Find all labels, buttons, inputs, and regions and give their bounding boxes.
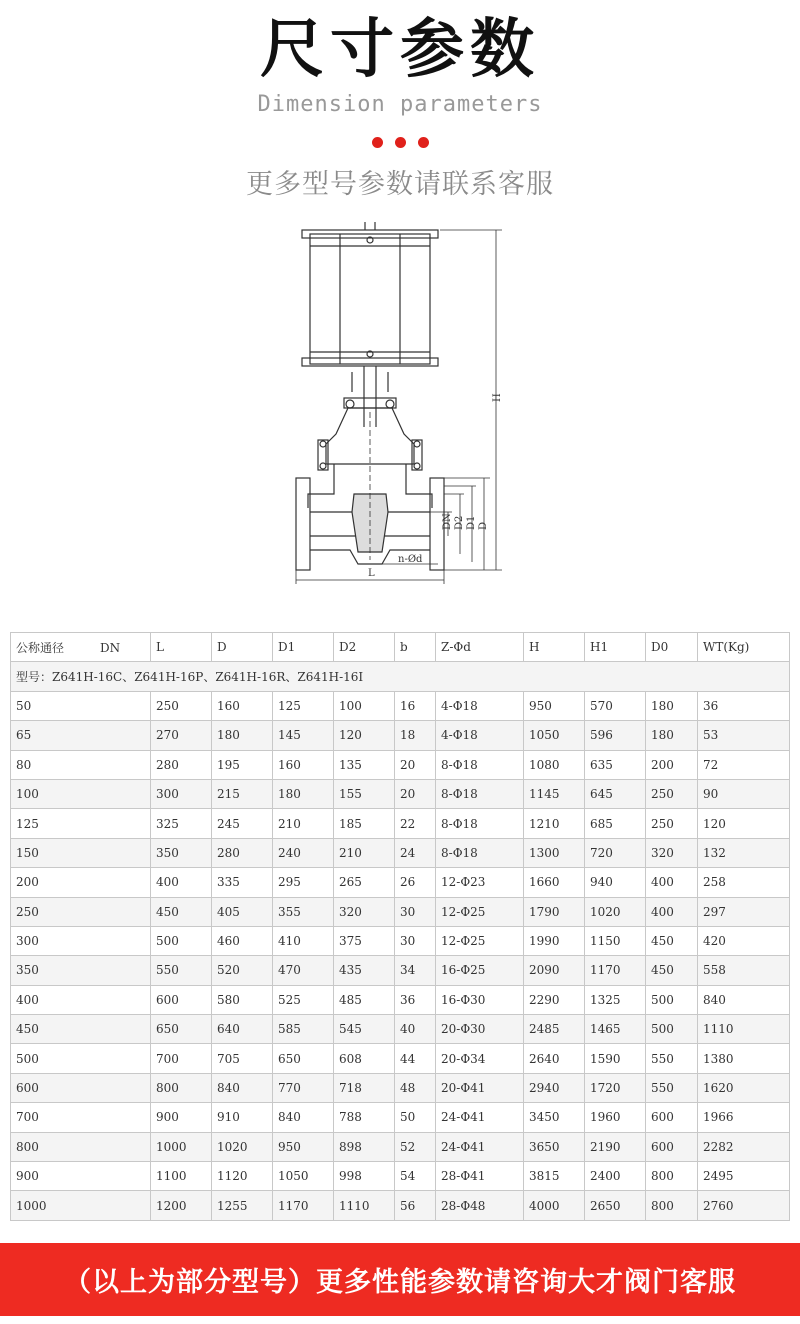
table-cell: 1590 [585, 1044, 646, 1073]
table-cell: 558 [698, 956, 790, 985]
table-cell: 600 [646, 1132, 698, 1161]
table-cell: 1150 [585, 926, 646, 955]
table-cell: 608 [334, 1044, 395, 1073]
table-cell: 30 [395, 897, 436, 926]
table-cell: 155 [334, 779, 395, 808]
table-cell: 3650 [524, 1132, 585, 1161]
table-row [11, 1015, 790, 1044]
table-cell: 898 [334, 1132, 395, 1161]
table-cell: 8-Φ18 [436, 838, 524, 867]
table-cell: 800 [11, 1132, 151, 1161]
table-cell: 28-Φ48 [436, 1191, 524, 1220]
table-cell: 16-Φ30 [436, 985, 524, 1014]
column-header: WT(Kg) [698, 633, 790, 662]
table-cell: 950 [273, 1132, 334, 1161]
table-cell: 210 [334, 838, 395, 867]
table-cell: 3450 [524, 1103, 585, 1132]
table-cell: 16 [395, 691, 436, 720]
table-cell: 685 [585, 809, 646, 838]
table-cell: 250 [11, 897, 151, 926]
table-row [11, 926, 790, 955]
table-cell: 12-Φ25 [436, 897, 524, 926]
table-cell: 240 [273, 838, 334, 867]
table-cell: 450 [11, 1015, 151, 1044]
table-cell: 132 [698, 838, 790, 867]
table-cell: 24-Φ41 [436, 1103, 524, 1132]
table-cell: 50 [11, 691, 151, 720]
table-cell: 50 [395, 1103, 436, 1132]
table-cell: 72 [698, 750, 790, 779]
table-cell: 645 [585, 779, 646, 808]
english-subtitle: Dimension parameters [257, 92, 543, 117]
table-cell: 2400 [585, 1162, 646, 1191]
table-cell: 1000 [11, 1191, 151, 1220]
table-cell: 596 [585, 721, 646, 750]
table-cell: 160 [212, 691, 273, 720]
table-cell: 80 [11, 750, 151, 779]
table-cell: 450 [151, 897, 212, 926]
table-cell: 800 [646, 1162, 698, 1191]
table-cell: 500 [646, 1015, 698, 1044]
table-row [11, 721, 790, 750]
dimension-table-container [10, 632, 789, 1221]
table-cell: 1960 [585, 1103, 646, 1132]
table-cell: 635 [585, 750, 646, 779]
table-cell: 280 [212, 838, 273, 867]
table-cell: 245 [212, 809, 273, 838]
table-cell: 300 [151, 779, 212, 808]
table-cell: 640 [212, 1015, 273, 1044]
table-cell: 570 [585, 691, 646, 720]
table-row [11, 956, 790, 985]
table-cell: 910 [212, 1103, 273, 1132]
dimension-label-d1: D1 [466, 515, 477, 530]
decorative-dots [0, 137, 800, 148]
table-cell: 200 [11, 868, 151, 897]
table-cell: 12-Φ25 [436, 926, 524, 955]
column-header: Z-Φd [436, 633, 524, 662]
table-cell: 800 [151, 1073, 212, 1102]
table-cell: 600 [646, 1103, 698, 1132]
table-cell: 215 [212, 779, 273, 808]
table-cell: 900 [151, 1103, 212, 1132]
table-cell: 900 [11, 1162, 151, 1191]
table-cell: 2290 [524, 985, 585, 1014]
table-cell: 1145 [524, 779, 585, 808]
table-cell: 125 [11, 809, 151, 838]
column-header: H [524, 633, 585, 662]
table-cell: 2640 [524, 1044, 585, 1073]
table-cell: 3815 [524, 1162, 585, 1191]
table-cell: 20 [395, 779, 436, 808]
table-cell: 120 [698, 809, 790, 838]
red-dot [395, 137, 406, 148]
table-cell: 40 [395, 1015, 436, 1044]
table-cell: 705 [212, 1044, 273, 1073]
table-row [11, 897, 790, 926]
table-cell: 18 [395, 721, 436, 750]
table-row [11, 779, 790, 808]
table-cell: 280 [151, 750, 212, 779]
table-cell: 700 [11, 1103, 151, 1132]
table-cell: 250 [646, 809, 698, 838]
table-cell: 485 [334, 985, 395, 1014]
column-header: D0 [646, 633, 698, 662]
table-cell: 1300 [524, 838, 585, 867]
table-row [11, 1044, 790, 1073]
table-cell: 1110 [698, 1015, 790, 1044]
table-cell: 26 [395, 868, 436, 897]
table-cell: 520 [212, 956, 273, 985]
table-cell: 4000 [524, 1191, 585, 1220]
table-cell: 2190 [585, 1132, 646, 1161]
table-cell: 600 [11, 1073, 151, 1102]
column-header: D1 [273, 633, 334, 662]
table-cell: 1050 [524, 721, 585, 750]
table-cell: 24 [395, 838, 436, 867]
table-cell: 2495 [698, 1162, 790, 1191]
table-cell: 36 [698, 691, 790, 720]
table-cell: 2090 [524, 956, 585, 985]
model-cell: 型号：Z641H-16C、Z641H-16P、Z641H-16R、Z641H-16I [11, 662, 790, 691]
table-cell: 1720 [585, 1073, 646, 1102]
table-cell: 435 [334, 956, 395, 985]
table-cell: 270 [151, 721, 212, 750]
table-cell: 525 [273, 985, 334, 1014]
table-cell: 1170 [585, 956, 646, 985]
column-header: H1 [585, 633, 646, 662]
table-cell: 450 [646, 956, 698, 985]
table-cell: 600 [151, 985, 212, 1014]
table-cell: 16-Φ25 [436, 956, 524, 985]
table-cell: 1000 [151, 1132, 212, 1161]
table-cell: 2650 [585, 1191, 646, 1220]
table-cell: 1080 [524, 750, 585, 779]
actuator-cylinder [310, 234, 430, 364]
table-cell: 20-Φ34 [436, 1044, 524, 1073]
table-cell: 90 [698, 779, 790, 808]
table-cell: 250 [646, 779, 698, 808]
table-cell: 1325 [585, 985, 646, 1014]
footer-banner: （以上为部分型号）更多性能参数请咨询大才阀门客服 [0, 1243, 800, 1316]
table-cell: 195 [212, 750, 273, 779]
dimension-label-d: D [478, 521, 489, 530]
table-cell: 8-Φ18 [436, 809, 524, 838]
table-row [11, 985, 790, 1014]
table-cell: 4-Φ18 [436, 691, 524, 720]
table-cell: 135 [334, 750, 395, 779]
table-cell: 840 [273, 1103, 334, 1132]
red-dot [372, 137, 383, 148]
table-cell: 297 [698, 897, 790, 926]
table-cell: 400 [646, 868, 698, 897]
table-cell: 24-Φ41 [436, 1132, 524, 1161]
table-row [11, 750, 790, 779]
dimension-label-h: H [492, 393, 503, 402]
table-cell: 375 [334, 926, 395, 955]
table-cell: 20-Φ30 [436, 1015, 524, 1044]
table-cell: 500 [646, 985, 698, 1014]
valve-dimension-drawing [260, 212, 530, 592]
table-cell: 950 [524, 691, 585, 720]
table-cell: 1966 [698, 1103, 790, 1132]
table-cell: 180 [646, 691, 698, 720]
dimension-label-l: L [368, 568, 375, 579]
table-cell: 48 [395, 1073, 436, 1102]
table-cell: 120 [334, 721, 395, 750]
table-cell: 180 [646, 721, 698, 750]
table-cell: 350 [151, 838, 212, 867]
table-cell: 1170 [273, 1191, 334, 1220]
column-header: D [212, 633, 273, 662]
table-cell: 300 [11, 926, 151, 955]
dimension-table [10, 632, 790, 1221]
table-cell: 30 [395, 926, 436, 955]
table-cell: 545 [334, 1015, 395, 1044]
table-cell: 36 [395, 985, 436, 1014]
table-cell: 1050 [273, 1162, 334, 1191]
table-cell: 145 [273, 721, 334, 750]
table-cell: 1990 [524, 926, 585, 955]
dimension-label-d2: D2 [454, 515, 465, 530]
table-cell: 180 [212, 721, 273, 750]
table-cell: 8-Φ18 [436, 750, 524, 779]
table-cell: 54 [395, 1162, 436, 1191]
table-cell: 1100 [151, 1162, 212, 1191]
table-cell: 250 [151, 691, 212, 720]
table-cell: 500 [11, 1044, 151, 1073]
table-row [11, 1162, 790, 1191]
table-row [11, 1073, 790, 1102]
table-cell: 550 [646, 1073, 698, 1102]
table-row [11, 1103, 790, 1132]
table-cell: 840 [212, 1073, 273, 1102]
page-title: 尺寸参数 [260, 13, 540, 87]
table-cell: 420 [698, 926, 790, 955]
table-cell: 1110 [334, 1191, 395, 1220]
column-header: L [151, 633, 212, 662]
table-cell: 940 [585, 868, 646, 897]
table-cell: 320 [646, 838, 698, 867]
left-flange [296, 478, 310, 570]
table-cell: 718 [334, 1073, 395, 1102]
table-cell: 44 [395, 1044, 436, 1073]
table-cell: 325 [151, 809, 212, 838]
table-cell: 22 [395, 809, 436, 838]
table-cell: 840 [698, 985, 790, 1014]
table-cell: 788 [334, 1103, 395, 1132]
column-header: D2 [334, 633, 395, 662]
table-cell: 52 [395, 1132, 436, 1161]
table-cell: 800 [646, 1191, 698, 1220]
table-cell: 770 [273, 1073, 334, 1102]
table-cell: 550 [151, 956, 212, 985]
table-cell: 2760 [698, 1191, 790, 1220]
table-cell: 258 [698, 868, 790, 897]
table-row [11, 1191, 790, 1220]
table-header-row [11, 633, 790, 662]
table-cell: 460 [212, 926, 273, 955]
table-cell: 1255 [212, 1191, 273, 1220]
table-cell: 998 [334, 1162, 395, 1191]
table-cell: 355 [273, 897, 334, 926]
table-cell: 410 [273, 926, 334, 955]
table-cell: 53 [698, 721, 790, 750]
chinese-subtitle: 更多型号参数请联系客服 [246, 169, 554, 200]
table-cell: 34 [395, 956, 436, 985]
table-cell: 2282 [698, 1132, 790, 1161]
table-cell: 1790 [524, 897, 585, 926]
column-header: b [395, 633, 436, 662]
table-cell: 650 [273, 1044, 334, 1073]
table-cell: 450 [646, 926, 698, 955]
table-cell: 2940 [524, 1073, 585, 1102]
table-cell: 470 [273, 956, 334, 985]
table-row [11, 691, 790, 720]
table-cell: 65 [11, 721, 151, 750]
table-cell: 295 [273, 868, 334, 897]
table-cell: 8-Φ18 [436, 779, 524, 808]
table-cell: 1380 [698, 1044, 790, 1073]
dimension-label-dn: DN [442, 513, 453, 530]
table-cell: 335 [212, 868, 273, 897]
table-cell: 320 [334, 897, 395, 926]
table-cell: 720 [585, 838, 646, 867]
table-cell: 20 [395, 750, 436, 779]
table-cell: 160 [273, 750, 334, 779]
table-cell: 210 [273, 809, 334, 838]
table-cell: 500 [151, 926, 212, 955]
red-dot [418, 137, 429, 148]
table-cell: 4-Φ18 [436, 721, 524, 750]
table-cell: 1465 [585, 1015, 646, 1044]
table-cell: 12-Φ23 [436, 868, 524, 897]
model-row [11, 662, 790, 691]
table-cell: 125 [273, 691, 334, 720]
table-row [11, 868, 790, 897]
table-cell: 580 [212, 985, 273, 1014]
table-cell: 28-Φ41 [436, 1162, 524, 1191]
table-row [11, 1132, 790, 1161]
table-cell: 20-Φ41 [436, 1073, 524, 1102]
table-cell: 265 [334, 868, 395, 897]
table-cell: 400 [151, 868, 212, 897]
table-cell: 400 [646, 897, 698, 926]
table-cell: 350 [11, 956, 151, 985]
table-cell: 400 [11, 985, 151, 1014]
table-cell: 200 [646, 750, 698, 779]
dimension-label-bolt-holes: n-Ød [398, 554, 423, 565]
table-row [11, 838, 790, 867]
table-cell: 1660 [524, 868, 585, 897]
table-cell: 1620 [698, 1073, 790, 1102]
table-cell: 150 [11, 838, 151, 867]
table-cell: 650 [151, 1015, 212, 1044]
table-cell: 56 [395, 1191, 436, 1220]
table-cell: 1210 [524, 809, 585, 838]
table-cell: 100 [334, 691, 395, 720]
table-cell: 1020 [212, 1132, 273, 1161]
table-cell: 1200 [151, 1191, 212, 1220]
table-cell: 700 [151, 1044, 212, 1073]
table-cell: 100 [11, 779, 151, 808]
table-cell: 185 [334, 809, 395, 838]
table-cell: 585 [273, 1015, 334, 1044]
table-cell: 180 [273, 779, 334, 808]
table-cell: 1120 [212, 1162, 273, 1191]
table-cell: 550 [646, 1044, 698, 1073]
table-cell: 405 [212, 897, 273, 926]
column-header: 公称通径 DN [11, 633, 151, 662]
table-cell: 1020 [585, 897, 646, 926]
table-row [11, 809, 790, 838]
table-cell: 2485 [524, 1015, 585, 1044]
